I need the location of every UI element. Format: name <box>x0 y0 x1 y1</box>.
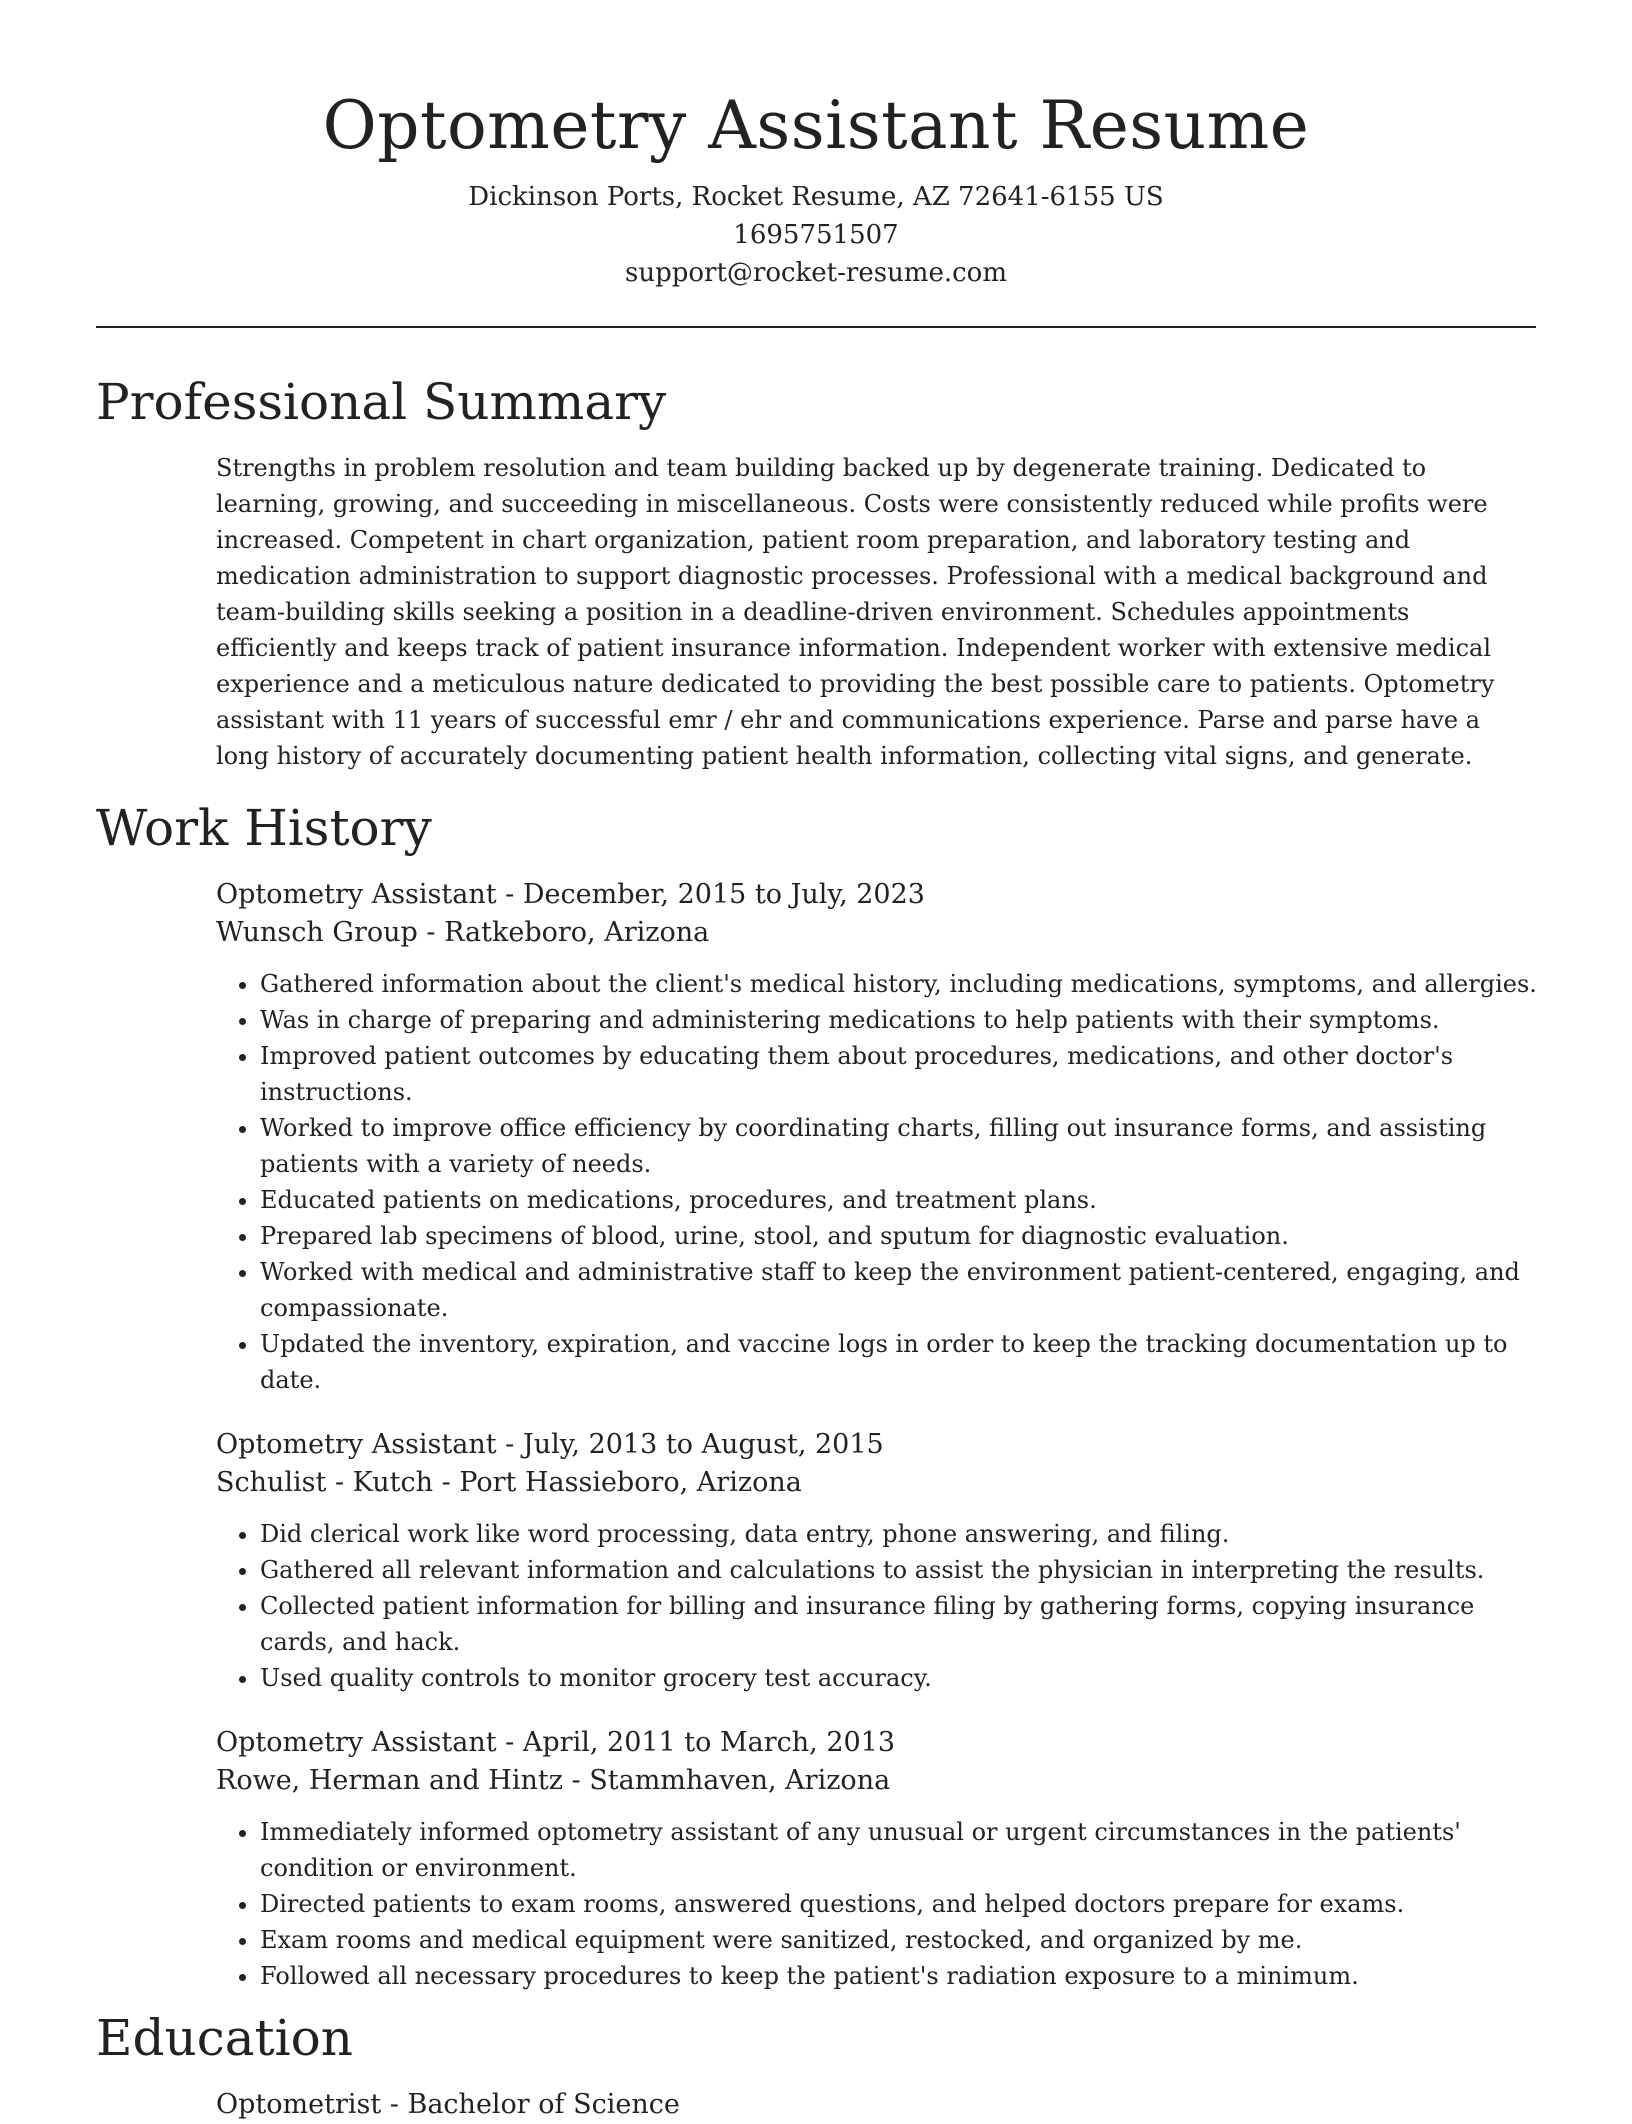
resume-header <box>96 0 1536 292</box>
job-title: Optometry Assistant <box>216 1429 497 1460</box>
contact-info <box>96 178 1536 292</box>
job-entry <box>216 1426 1536 1696</box>
job-bullet: • Updated the inventory, expiration, and vaccine logs in order to keep the tracking documentation up to date. <box>260 1326 1550 1398</box>
job-company-line: Schulist - Kutch - Port Hassieboro, Arizona <box>216 1467 802 1498</box>
job-entry <box>216 876 1536 1398</box>
job-bullet: • Gathered information about the client's medical history, including medications, symptoms, and allergies. <box>260 966 1550 1002</box>
education-entry: Optometrist - Bachelor of Science <box>216 2089 680 2120</box>
job-bullet: • Prepared lab specimens of blood, urine, stool, and sputum for diagnostic evaluation. <box>260 1218 1550 1254</box>
job-bullet: • Worked with medical and administrative staff to keep the environment patient-centered, engaging, and compassionate. <box>260 1254 1550 1326</box>
contact-phone: 1695751507 <box>733 220 899 250</box>
job-location: Stammhaven, Arizona <box>589 1765 891 1796</box>
job-company: Rowe, Herman and Hintz <box>216 1765 563 1796</box>
summary-heading: Professional Summary <box>96 373 667 431</box>
job-title-line: Optometry Assistant - April, 2011 to March, 2013 <box>216 1727 896 1758</box>
job-bullet: • Immediately informed optometry assistant of any unusual or urgent circumstances in the patients' condition or environment. <box>260 1814 1550 1886</box>
job-bullet: • Was in charge of preparing and administering medications to help patients with their symptoms. <box>260 1002 1550 1038</box>
job-entry <box>216 1724 1536 1994</box>
job-title: Optometry Assistant <box>216 879 497 910</box>
job-bullet: • Used quality controls to monitor grocery test accuracy. <box>260 1660 1550 1696</box>
contact-email: support@rocket-resume.com <box>624 258 1007 288</box>
job-location: Port Hassieboro, Arizona <box>459 1467 802 1498</box>
summary-text: Strengths in problem resolution and team building backed up by degenerate training. Dedicated to learning, growing, and succeeding in miscellaneous. Costs were consistently reduced while profits were increased. Competent in chart organization, patient room preparation, and laboratory testing and medication administration to support diagnostic processes. Professional with a medical background and team-building skills seeking a position in a deadline-driven environment. Schedules appointments efficiently and keeps track of patient insurance information. Independent worker with extensive medical experience and a meticulous nature dedicated to providing the best possible care to patients. Optometry assistant with 11 years of successful emr / ehr and communications experience. Parse and parse have a long history of accurately documenting patient health information, collecting vital signs, and generate. <box>216 454 1495 770</box>
job-dates: December, 2015 to July, 2023 <box>522 879 925 910</box>
work-history-heading: Work History <box>96 799 432 857</box>
job-bullets <box>216 966 1550 1398</box>
job-company: Schulist - Kutch <box>216 1467 433 1498</box>
job-bullet: • Educated patients on medications, procedures, and treatment plans. <box>260 1182 1550 1218</box>
job-bullet: • Followed all necessary procedures to keep the patient's radiation exposure to a minimum. <box>260 1958 1550 1994</box>
resume-title: Optometry Assistant Resume <box>322 87 1310 164</box>
job-company-line: Wunsch Group - Ratkeboro, Arizona <box>216 917 710 948</box>
job-bullet: • Gathered all relevant information and calculations to assist the physician in interpreting the results. <box>260 1552 1550 1588</box>
job-company: Wunsch Group <box>216 917 418 948</box>
job-title-line: Optometry Assistant - July, 2013 to August, 2015 <box>216 1429 884 1460</box>
education-heading: Education <box>96 2009 353 2067</box>
job-bullet: • Collected patient information for billing and insurance filing by gathering forms, copying insurance cards, and hack. <box>260 1588 1550 1660</box>
job-title-line: Optometry Assistant - December, 2015 to July, 2023 <box>216 879 925 910</box>
resume-page <box>96 0 1536 2124</box>
job-dates: April, 2011 to March, 2013 <box>522 1727 896 1758</box>
job-bullet: • Directed patients to exam rooms, answered questions, and helped doctors prepare for exams. <box>260 1886 1550 1922</box>
contact-address: Dickinson Ports, Rocket Resume, AZ 72641-6155 US <box>468 182 1164 212</box>
job-location: Ratkeboro, Arizona <box>444 917 710 948</box>
job-bullet: • Exam rooms and medical equipment were sanitized, restocked, and organized by me. <box>260 1922 1550 1958</box>
job-bullets <box>216 1814 1550 1994</box>
header-divider <box>96 326 1536 328</box>
job-bullet: • Improved patient outcomes by educating them about procedures, medications, and other doctor's instructions. <box>260 1038 1550 1110</box>
job-dates: July, 2013 to August, 2015 <box>522 1429 884 1460</box>
job-bullets <box>216 1516 1550 1696</box>
job-title: Optometry Assistant <box>216 1727 497 1758</box>
job-bullet: • Did clerical work like word processing, data entry, phone answering, and filing. <box>260 1516 1550 1552</box>
job-bullet: • Worked to improve office efficiency by coordinating charts, filling out insurance forms, and assisting patients with a variety of needs. <box>260 1110 1550 1182</box>
job-company-line: Rowe, Herman and Hintz - Stammhaven, Arizona <box>216 1765 891 1796</box>
